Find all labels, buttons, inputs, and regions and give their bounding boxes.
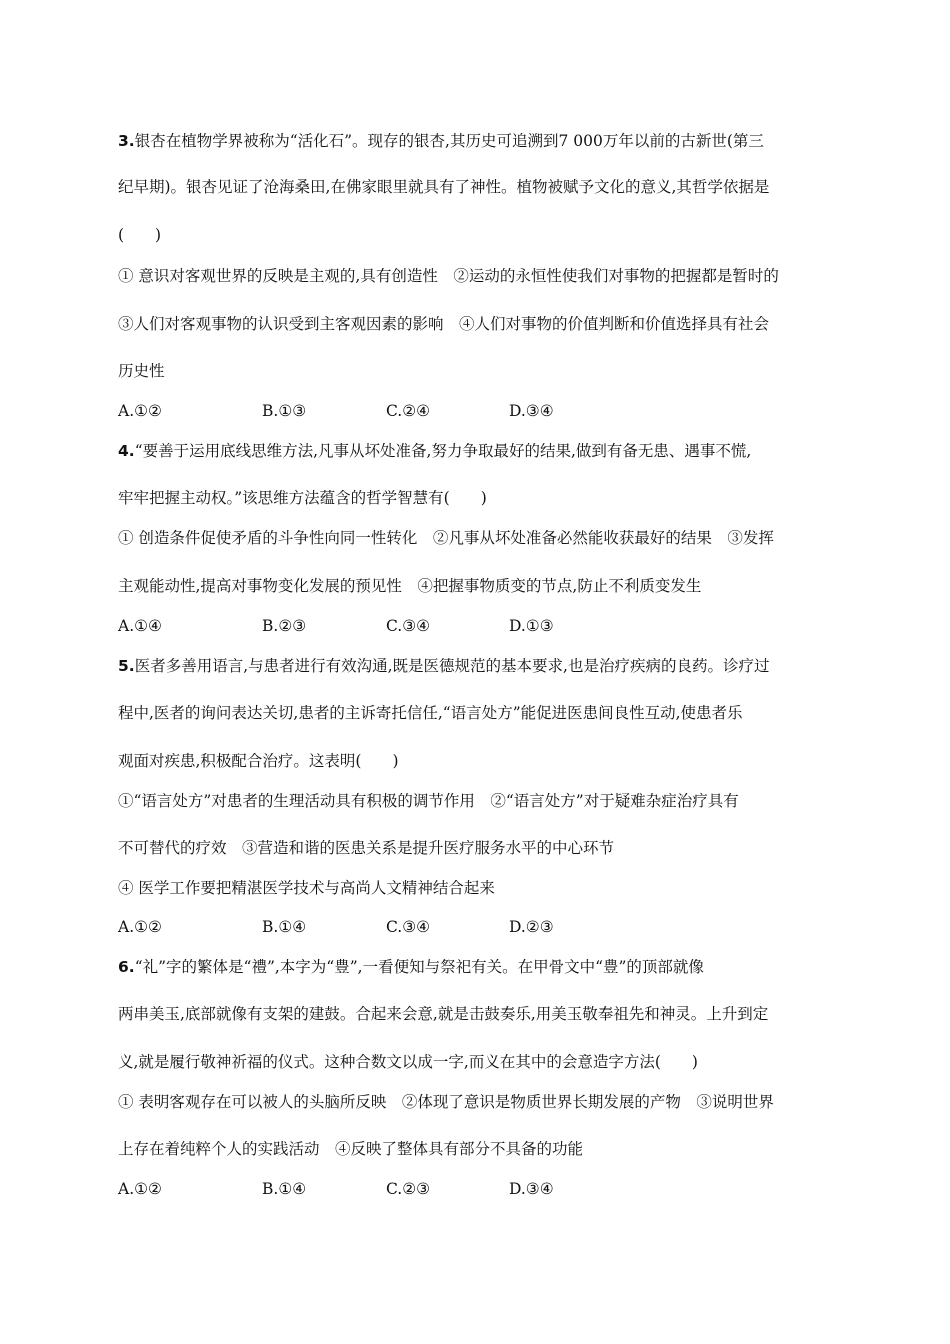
q4-line-2: 牢牢把握主动权。”该思维方法蕴含的哲学智慧有( ) — [118, 489, 487, 507]
q3-statement-3: 历史性 — [118, 362, 165, 380]
q5-statement-1: ①“语言处方”对患者的生理活动具有积极的调节作用 ②“语言处方”对于疑难杂症治疗具有 — [118, 792, 739, 810]
q3-option-c: C.②④ — [386, 402, 431, 420]
q6-option-d: D.③④ — [509, 1180, 554, 1198]
q6-statement-2: 上存在着纯粹个人的实践活动 ④反映了整体具有部分不具备的功能 — [118, 1140, 584, 1158]
q5-statement-2: 不可替代的疗效 ③营造和谐的医患关系是提升医疗服务水平的中心环节 — [118, 839, 615, 857]
q4-line-1: 4.“要善于运用底线思维方法,凡事从坏处准备,努力争取最好的结果,做到有备无患、遇事不慌, — [118, 442, 752, 460]
q3-line-3: ( ) — [118, 226, 162, 244]
q4-statement-2: 主观能动性,提高对事物变化发展的预见性 ④把握事物质变的节点,防止不利质变发生 — [118, 577, 702, 595]
q3-line-1: 3.银杏在植物学界被称为“活化石”。现存的银杏,其历史可追溯到7 000万年以前的古新世(第三 — [118, 132, 764, 150]
q6-line-1: 6.“礼”字的繁体是“禮”,本字为“豊”,一看便知与祭祀有关。在甲骨文中“豊”的顶部就像 — [118, 958, 704, 976]
q5-number: 5. — [118, 657, 135, 675]
q3-option-a: A.①② — [118, 402, 162, 420]
q5-line-2: 程中,医者的询问表达关切,患者的主诉寄托信任,“语言处方”能促进医患间良性互动,使患者乐 — [118, 704, 743, 722]
q3-option-d: D.③④ — [509, 402, 554, 420]
q6-line-3: 义,就是履行敬神祈福的仪式。这种合数文以成一字,而义在其中的会意造字方法( ) — [118, 1053, 698, 1071]
q3-option-b: B.①③ — [262, 402, 307, 420]
q5-option-d: D.②③ — [509, 918, 554, 936]
q4-option-b: B.②③ — [262, 617, 307, 635]
q6-statement-1: ① 表明客观存在可以被人的头脑所反映 ②体现了意识是物质世界长期发展的产物 ③说明世界 — [118, 1093, 774, 1111]
q6-line-2: 两串美玉,底部就像有支架的建鼓。合起来会意,就是击鼓奏乐,用美玉敬奉祖先和神灵。上升到定 — [118, 1005, 769, 1023]
q5-line-1: 5.医者多善用语言,与患者进行有效沟通,既是医德规范的基本要求,也是治疗疾病的良药。诊疗过 — [118, 657, 770, 675]
q4-number: 4. — [118, 442, 135, 460]
q6-number: 6. — [118, 958, 135, 976]
q5-statement-3: ④ 医学工作要把精湛医学技术与高尚人文精神结合起来 — [118, 879, 495, 897]
q4-statement-1: ① 创造条件促使矛盾的斗争性向同一性转化 ②凡事从坏处准备必然能收获最好的结果 ③发挥 — [118, 529, 774, 547]
q3-statement-2: ③人们对客观事物的认识受到主客观因素的影响 ④人们对事物的价值判断和价值选择具有社会 — [118, 315, 770, 333]
q5-line-3: 观面对疾患,积极配合治疗。这表明( ) — [118, 752, 399, 770]
q5-option-b: B.①④ — [262, 918, 307, 936]
q6-option-c: C.②③ — [386, 1180, 431, 1198]
q6-option-b: B.①④ — [262, 1180, 307, 1198]
q3-statement-1: ① 意识对客观世界的反映是主观的,具有创造性 ②运动的永恒性使我们对事物的把握都是暂时的 — [118, 267, 779, 285]
q4-option-c: C.③④ — [386, 617, 431, 635]
q6-option-a: A.①② — [118, 1180, 162, 1198]
q4-option-a: A.①④ — [118, 617, 162, 635]
q3-line-2: 纪早期)。银杏见证了沧海桑田,在佛家眼里就具有了神性。植物被赋予文化的意义,其哲学依据是 — [118, 178, 770, 196]
q4-option-d: D.①③ — [509, 617, 554, 635]
q3-number: 3. — [118, 132, 135, 150]
q5-option-a: A.①② — [118, 918, 162, 936]
q5-option-c: C.③④ — [386, 918, 431, 936]
